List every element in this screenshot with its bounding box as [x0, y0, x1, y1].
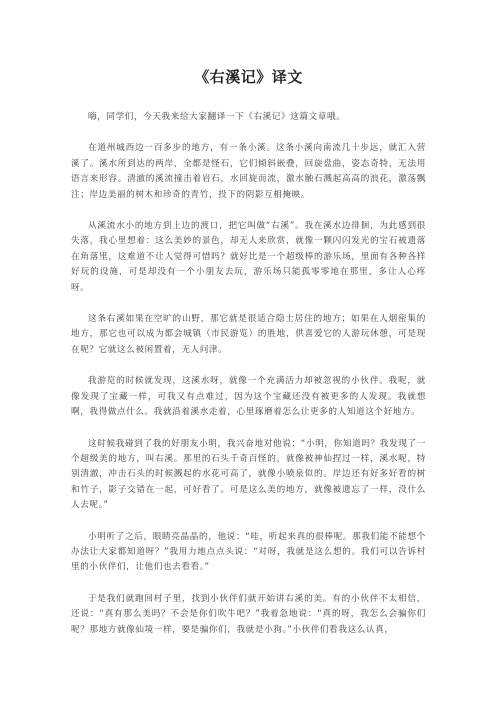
paragraph-7: 小明听了之后，眼睛亮晶晶的，他说：“哇，听起来真的很棒呢。那我们能不能想个办法让大家都知道呀？”我用力地点点头说：“对呀，我就是这么想的。我们可以告诉村里的小伙伴们，让他们也去看看。” — [71, 531, 426, 573]
paragraph-3: 从溪流水小的地方到上边的渡口，把它叫做“右溪”。我在溪水边徘徊，为此感到很失落，我心里想着：这么美妙的景色，却无人来欣赏，就像一颗闪闪发光的宝石被遗落在角落里，这难道不让人觉得可惜吗？就好比是一个超级棒的游乐场，里面有各种各样好玩的设施，可是却没有一个小朋友去玩，游乐场只能孤零零地在那里，多让人心疼呀。 — [71, 221, 426, 293]
paragraph-1: 嗨，同学们，今天我来给大家翻译一下《右溪记》这篇文章哦。 — [88, 112, 346, 122]
paragraph-8: 于是我们就跑回村子里，找到小伙伴们就开始讲右溪的美。有的小伙伴不太相信，还说：“真有那么美吗？不会是你们吹牛吧？”我着急地说：“真的呀，我怎么会骗你们呢？那地方就像仙境一样，要是骗你们，我就是小狗。”小伙伴们看我这么认真， — [71, 593, 426, 635]
paragraph-5: 我游览的时候就发现，这溪水呀，就像一个充满活力却被忽视的小伙伴。我呢，就像发现了宝藏一样，可我又有点难过，因为这个宝藏还没有被更多的人发现。我就想啊，我得做点什么。我就沿着溪水走着，心里琢磨着怎么让更多的人知道这个好地方。 — [71, 376, 426, 418]
paragraph-2: 在道州城西边一百多步的地方，有一条小溪。这条小溪向南流几十步远，就汇入营溪了。溪水所到达的两岸，全都是怪石，它们倾斜嵌叠，回旋盘曲，姿态奇特，无法用语言来形容。清澈的溪流撞击着岩石，水回旋而流，激水触石溅起高高的浪花，激荡飘注；岸边美丽的树木和珍奇的青竹，投下的阴影互相掩映。 — [71, 143, 426, 200]
paragraph-4: 这条右溪如果在空旷的山野，那它就是很适合隐士居住的地方；如果在人烟密集的地方，那它也可以成为都会城镇（市民游览）的胜地，供喜爱它的人游玩休憩，可是现在呢？它就这么被闲置着，无人问津。 — [71, 314, 426, 355]
document-title: 《右溪记》译文 — [194, 68, 303, 86]
paragraph-6: 这时候我碰到了我的好朋友小明，我兴奋地对他说：“小明，你知道吗？我发现了一个超级美的地方，叫右溪。那里的石头千奇百怪的，就像被神仙捏过一样，溪水呢，特别清澈，冲击石头的时候溅起的水花可高了，就像小喷泉似的。岸边还有好多好看的树和竹子，影子交错在一起，可好看了。可是这么美的地方，就像被遗忘了一样，没什么人去呢。” — [71, 438, 426, 511]
